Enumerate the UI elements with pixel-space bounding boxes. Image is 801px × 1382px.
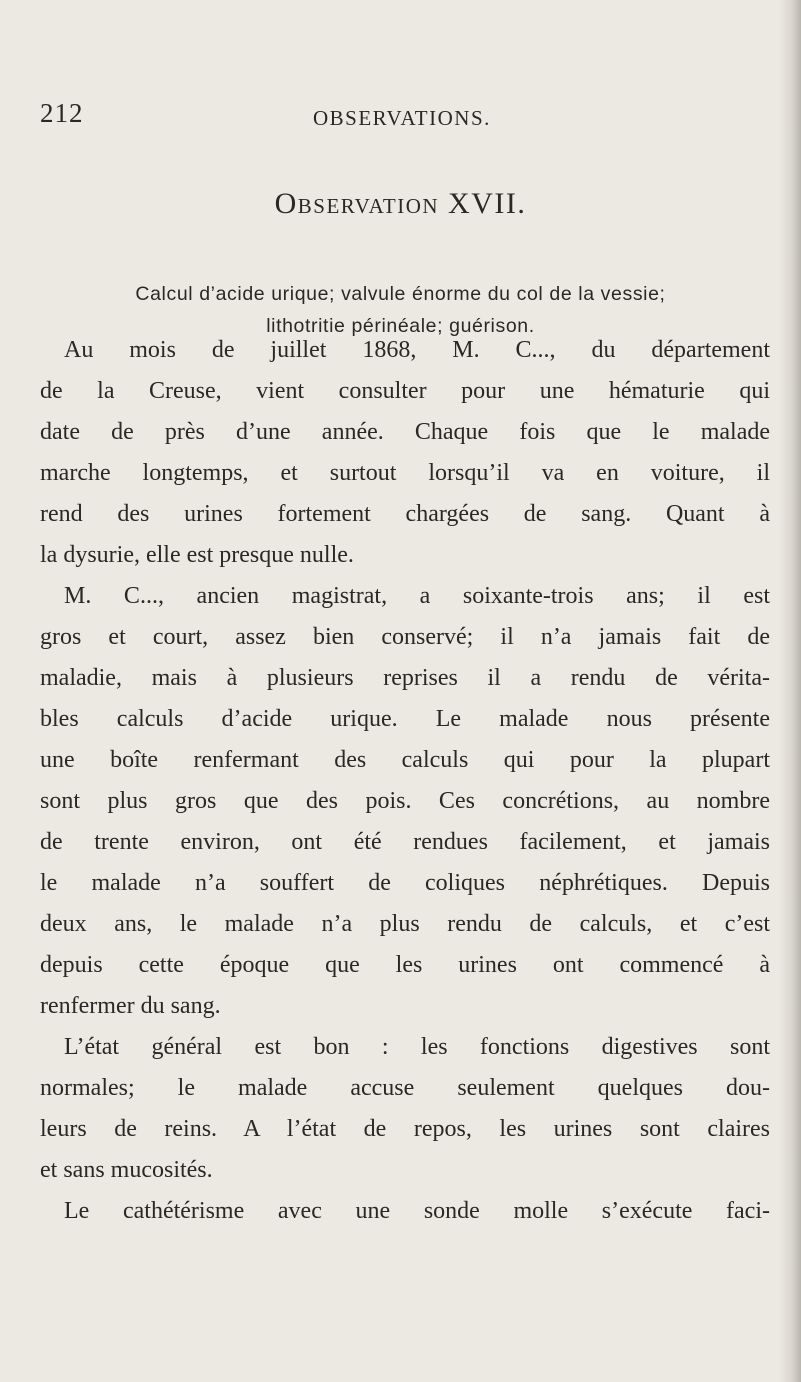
text-line: M. C..., ancien magistrat, a soixante-trois ans; il est [64,583,770,609]
text-line: Au mois de juillet 1868, M. C..., du département [64,337,770,363]
text-line: bles calculs d’acide urique. Le malade nous présente [40,706,770,732]
text-line: deux ans, le malade n’a plus rendu de calculs, et c’est [40,911,770,937]
text-line: L’état général est bon : les fonctions digestives sont [64,1034,770,1060]
text-line: renfermer du sang. [40,993,221,1019]
text-line: et sans mucosités. [40,1157,213,1183]
text-line: une boîte renfermant des calculs qui pour la plupart [40,747,770,773]
observation-title: Observation XVII. [274,187,527,220]
body-text [40,330,770,1232]
text-line: maladie, mais à plusieurs reprises il a rendu de vérita- [40,665,770,691]
text-line: la dysurie, elle est presque nulle. [40,542,354,568]
text-line: depuis cette époque que les urines ont commencé à [40,952,770,978]
text-line: date de près d’une année. Chaque fois que le malade [40,419,770,445]
page-header [0,98,801,138]
text-line: rend des urines fortement chargées de sang. Quant à [40,501,770,527]
text-line: normales; le malade accuse seulement quelques dou- [40,1075,770,1101]
text-line: Le cathétérisme avec une sonde molle s’exécute faci- [64,1198,770,1224]
text-line: leurs de reins. A l’état de repos, les urines sont claires [40,1116,770,1142]
text-line: le malade n’a souffert de coliques néphrétiques. Depuis [40,870,770,896]
text-line: de trente environ, ont été rendues facilement, et jamais [40,829,770,855]
page-number: 212 [40,98,84,128]
summary-line: Calcul d’acide urique; valvule énorme du col de la vessie; [135,283,666,305]
text-line: gros et court, assez bien conservé; il n’a jamais fait de [40,624,770,650]
text-line: sont plus gros que des pois. Ces concrétions, au nombre [40,788,770,814]
running-head: OBSERVATIONS. [313,106,491,130]
summary-line: lithotritie périnéale; guérison. [266,315,535,337]
text-line: marche longtemps, et surtout lorsqu’il va en voiture, il [40,460,770,486]
text-line: de la Creuse, vient consulter pour une hématurie qui [40,378,770,404]
